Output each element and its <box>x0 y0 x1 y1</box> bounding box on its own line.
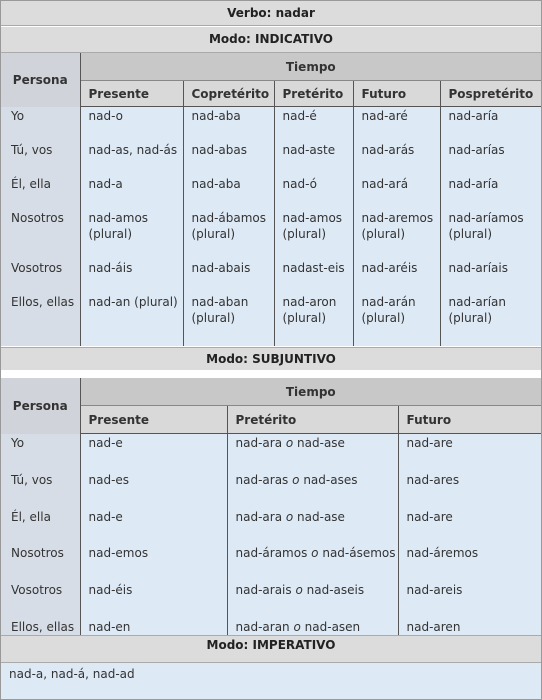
persona-cell: Nosotros <box>1 209 80 259</box>
connector: o <box>292 472 300 487</box>
preterito-ra-form: nad-ara <box>235 509 283 524</box>
conjugation-cell: nad-abais <box>183 259 274 293</box>
conjugation-cell: nad-o <box>80 107 183 141</box>
conjugation-cell: nad-areis <box>398 581 541 618</box>
subjuntivo-column-headers <box>1 406 541 434</box>
conjugation-cell: nad-aría <box>440 175 541 209</box>
spacer <box>1 370 541 378</box>
table-row <box>1 107 541 141</box>
conjugation-cell: nad-arás <box>353 141 440 175</box>
conjugation-cell: nad-ará <box>353 175 440 209</box>
conjugation-cell: nad-aríamos (plural) <box>440 209 541 259</box>
connector: o <box>285 436 294 450</box>
conjugation-cell: nad-arán (plural) <box>353 293 440 346</box>
conjugation-cell: nad-en <box>80 618 227 648</box>
conjugation-cell <box>227 434 398 471</box>
conjugation-cell: nad-áremos <box>398 544 541 581</box>
preterito-ra-form: nad-arais <box>235 582 292 597</box>
persona-header: Persona <box>1 378 80 434</box>
table-row <box>1 293 541 346</box>
conjugation-cell: nad-e <box>80 508 227 544</box>
tiempo-header: Tiempo <box>80 53 541 81</box>
conjugation-cell: nad-aréis <box>353 259 440 293</box>
indicativo-column-headers <box>1 81 541 107</box>
mode-indicativo-header: Modo: INDICATIVO <box>1 27 541 53</box>
tiempo-header: Tiempo <box>80 378 541 406</box>
conjugation-cell: nad-aremos (plural) <box>353 209 440 259</box>
persona-cell: Yo <box>1 107 80 141</box>
conjugation-cell: nad-as, nad-ás <box>80 141 183 175</box>
conjugation-cell: nad-aba <box>183 107 274 141</box>
indicativo-table <box>1 53 541 346</box>
conjugation-cell <box>227 508 398 544</box>
conjugation-cell: nad-ábamos (plural) <box>183 209 274 259</box>
persona-cell: Tú, vos <box>1 141 80 175</box>
connector: o <box>285 509 294 524</box>
table-row <box>1 471 541 508</box>
conjugation-cell: nad-are <box>398 434 541 471</box>
table-row <box>1 259 541 293</box>
persona-cell: Tú, vos <box>1 471 80 508</box>
mode-imperativo-header: Modo: IMPERATIVO <box>1 635 541 663</box>
conjugation-cell: nad-éis <box>80 581 227 618</box>
conjugation-cell: nad-e <box>80 434 227 471</box>
conjugation-cell: nadast-eis <box>274 259 353 293</box>
table-row <box>1 175 541 209</box>
conjugation-cell: nad-aron (plural) <box>274 293 353 346</box>
persona-cell: Ellos, ellas <box>1 618 80 648</box>
persona-cell: Vosotros <box>1 581 80 618</box>
table-row <box>1 141 541 175</box>
preterito-ra-form: nad-ara <box>235 436 283 450</box>
mode-subjuntivo-header: Modo: SUBJUNTIVO <box>1 347 541 371</box>
persona-cell: Vosotros <box>1 259 80 293</box>
connector: o <box>311 545 319 560</box>
persona-cell: Yo <box>1 434 80 471</box>
persona-cell: Él, ella <box>1 175 80 209</box>
table-row <box>1 544 541 581</box>
conjugation-cell: nad-an (plural) <box>80 293 183 346</box>
subjuntivo-table <box>1 378 541 648</box>
conjugation-cell: nad-aren <box>398 618 541 648</box>
preterito-ra-form: nad-aras <box>235 472 289 487</box>
conjugation-cell: nad-arías <box>440 141 541 175</box>
conjugation-cell: nad-aba <box>183 175 274 209</box>
conjugation-cell: nad-a <box>80 175 183 209</box>
preterito-se-form: nad-ases <box>303 472 358 487</box>
persona-cell: Él, ella <box>1 508 80 544</box>
column-header-preterito: Pretérito <box>227 406 398 434</box>
preterito-se-form: nad-ásemos <box>322 545 396 560</box>
conjugation-cell: nad-emos <box>80 544 227 581</box>
column-header-pospreterito: Pospretérito <box>440 81 541 107</box>
table-row <box>1 581 541 618</box>
table-row <box>1 434 541 471</box>
column-header-copreterito: Copretérito <box>183 81 274 107</box>
conjugation-cell: nad-ó <box>274 175 353 209</box>
conjugation-cell: nad-é <box>274 107 353 141</box>
connector: o <box>295 582 303 597</box>
conjugation-cell: nad-arían (plural) <box>440 293 541 346</box>
conjugation-cell: nad-aban (plural) <box>183 293 274 346</box>
preterito-se-form: nad-ase <box>297 509 345 524</box>
conjugation-cell: nad-amos (plural) <box>80 209 183 259</box>
conjugation-cell <box>227 581 398 618</box>
verb-title: Verbo: nadar <box>1 1 541 26</box>
imperativo-forms: nad-a, nad-á, nad-ad <box>1 663 541 699</box>
conjugation-cell: nad-amos (plural) <box>274 209 353 259</box>
conjugation-cell: nad-aste <box>274 141 353 175</box>
conjugation-cell: nad-aré <box>353 107 440 141</box>
persona-header: Persona <box>1 53 80 107</box>
conjugation-cell: nad-es <box>80 471 227 508</box>
conjugation-cell: nad-ares <box>398 471 541 508</box>
column-header-presente: Presente <box>80 406 227 434</box>
column-header-presente: Presente <box>80 81 183 107</box>
preterito-ra-form: nad-áramos <box>235 545 308 560</box>
preterito-ra-form: nad-aran <box>235 619 290 634</box>
column-header-futuro: Futuro <box>398 406 541 434</box>
persona-cell: Ellos, ellas <box>1 293 80 346</box>
conjugation-cell: nad-aríais <box>440 259 541 293</box>
conjugation-cell: nad-abas <box>183 141 274 175</box>
conjugation-cell: nad-áis <box>80 259 183 293</box>
preterito-se-form: nad-asen <box>304 619 361 634</box>
conjugation-cell <box>227 471 398 508</box>
conjugation-cell: nad-aría <box>440 107 541 141</box>
persona-cell: Nosotros <box>1 544 80 581</box>
connector: o <box>293 619 301 634</box>
preterito-se-form: nad-aseis <box>306 582 365 597</box>
table-row <box>1 508 541 544</box>
column-header-preterito: Pretérito <box>274 81 353 107</box>
conjugation-cell <box>227 544 398 581</box>
preterito-se-form: nad-ase <box>297 436 345 450</box>
table-row <box>1 209 541 259</box>
conjugation-cell: nad-are <box>398 508 541 544</box>
column-header-futuro: Futuro <box>353 81 440 107</box>
